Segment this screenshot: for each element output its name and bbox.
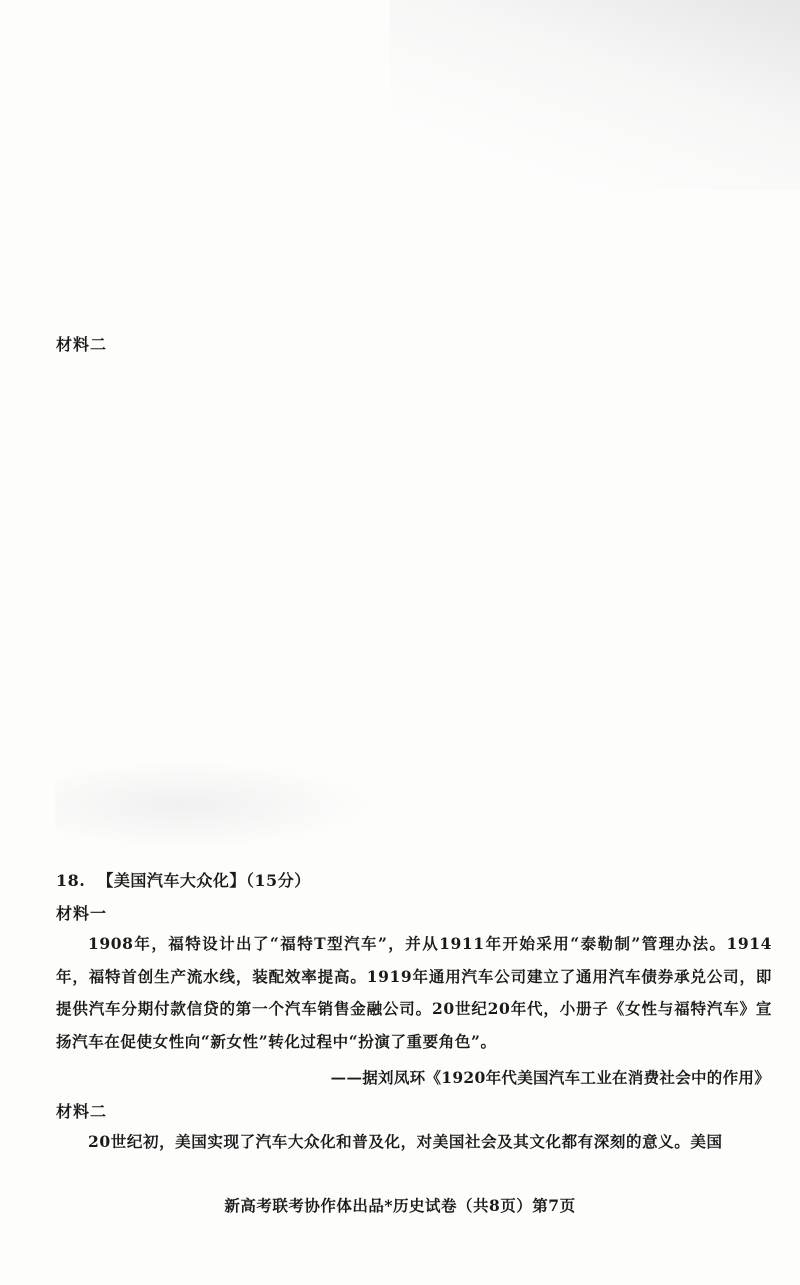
material-1-label: 材料一 [56, 904, 108, 923]
scan-shading [390, 0, 800, 190]
material-2-label: 材料二 [56, 1102, 108, 1121]
material-1-paragraph: 1908年，福特设计出了“福特T型汽车”，并从1911年开始采用“泰勒制”管理办法。1914年，福特首创生产流水线，装配效率提高。1919年通用汽车公司建立了通用汽车债券承兑公司，即提供汽车分期付款信贷的第一个汽车销售金融公司。20世纪20年代，小册子《女性与福特汽车》宣扬汽车在促使女性向“新女性”转化过程中“扮演了重要角色”。 [56, 934, 772, 1051]
material-2-paragraph: 20世纪初，美国实现了汽车大众化和普及化，对美国社会及其文化都有深刻的意义。美国 [88, 1132, 723, 1151]
page-footer: 新高考联考协作体出品*历史试卷（共8页）第7页 [224, 1196, 576, 1215]
question-number: 18. [56, 871, 86, 890]
material-2-label-upper: 材料二 [56, 335, 108, 354]
material-1-citation: ——据刘凤环《1920年代美国汽车工业在消费社会中的作用》 [330, 1068, 770, 1087]
question-title: 【美国汽车大众化】（15分） [97, 871, 311, 890]
question-18-heading [56, 868, 311, 891]
faint-scan-mark [55, 760, 375, 850]
